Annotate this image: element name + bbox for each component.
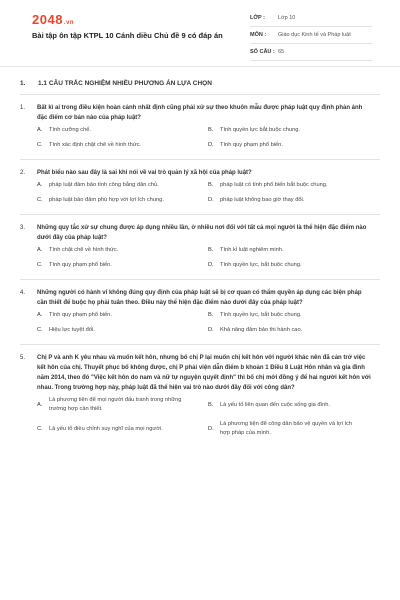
question-text: Bất kì ai trong điều kiện hoàn cảnh nhất định cũng phải xử sự theo khuôn mẫu được pháp luật quy định phản ánh đặc điểm cơ bản nào của pháp luật? bbox=[37, 105, 363, 121]
answer-option[interactable] bbox=[208, 123, 379, 138]
option-text: Tính quyền lực bắt buộc chung. bbox=[220, 127, 301, 133]
meta-row-class bbox=[250, 10, 372, 27]
question-text: Phát biểu nào sau đây là sai khi nói về vai trò quản lý xã hội của pháp luật? bbox=[37, 170, 252, 176]
option-text: Khả năng đảm bảo thi hành cao. bbox=[220, 327, 303, 333]
option-letter: D. bbox=[208, 142, 214, 148]
option-text: Là yếu tố điều chỉnh suy nghĩ của mọi người. bbox=[49, 425, 163, 432]
option-text: Tính quyền lực, bắt buộc chung. bbox=[220, 262, 302, 268]
question-text: Những người có hành vi không đúng quy định của pháp luật sẽ bị cơ quan có thẩm quyền áp dụng các biện pháp cần thiết để buộc họ phải tuân theo. Điều này thể hiện đặc điểm nào dưới đây của pháp luật? bbox=[37, 290, 362, 306]
question-item bbox=[20, 215, 380, 280]
option-letter: C. bbox=[37, 262, 43, 268]
option-letter: C. bbox=[37, 142, 43, 148]
question-text: Những quy tắc xử sự chung được áp dụng nhiều lần, ở nhiều nơi đối với tất cả mọi người là thể hiện đặc điểm nào dưới đây của pháp luật? bbox=[37, 225, 367, 241]
question-text: Chị P và anh K yêu nhau và muốn kết hôn, nhưng bố chị P lại muốn chị kết hôn với người khác nên đã cản trở việc kết hôn của chị. Thuyết phục bố không được, chị P phải viện dẫn điểm b khoản 1 Điều 8 Luật Hôn nhân và gia đình năm 2014, theo đó "Việc kết hôn do nam và nữ tự nguyện quyết định" thì bố chị mới đồng ý để hai người kết hôn với nhau. Trong trường hợp này, pháp luật đã thể hiện vai trò nào dưới đây đối với công dân? bbox=[37, 355, 371, 391]
option-letter: B. bbox=[208, 312, 214, 318]
option-letter: D. bbox=[208, 262, 214, 268]
question-number: 4. bbox=[20, 290, 26, 296]
option-letter: A. bbox=[37, 312, 43, 318]
answer-option[interactable] bbox=[37, 258, 208, 273]
option-text: Là phương tiện để công dân bảo vệ quyền và lợi ích hợp pháp của mình. bbox=[220, 421, 353, 436]
option-text: pháp luật không bao giờ thay đổi. bbox=[220, 197, 305, 203]
option-letter: B. bbox=[208, 127, 214, 133]
meta-row-subject bbox=[250, 27, 372, 44]
option-text: Là yếu tố liên quan đến cuộc sống gia đình. bbox=[220, 401, 331, 408]
answer-options bbox=[37, 243, 380, 273]
answer-options bbox=[37, 308, 380, 338]
logo-text: 2048 bbox=[32, 12, 63, 27]
question-item bbox=[20, 345, 380, 447]
option-letter: C. bbox=[37, 327, 43, 333]
option-text: Là phương tiện để mọi người đấu tranh trong những trường hợp cần thiết. bbox=[49, 397, 182, 412]
answer-option[interactable] bbox=[208, 243, 379, 258]
answer-option[interactable] bbox=[37, 417, 208, 441]
meta-key: LỚP : bbox=[250, 15, 265, 21]
meta-key: SỐ CÂU : bbox=[250, 49, 275, 55]
option-letter: B. bbox=[208, 247, 214, 253]
option-letter: D. bbox=[208, 197, 214, 203]
option-letter: A. bbox=[37, 182, 43, 188]
option-letter: C. bbox=[37, 425, 43, 432]
answer-option[interactable] bbox=[208, 308, 379, 323]
section-number: 1. bbox=[20, 80, 26, 87]
question-list bbox=[20, 76, 380, 447]
answer-option[interactable] bbox=[208, 323, 379, 338]
answer-option[interactable] bbox=[208, 258, 379, 273]
option-text: Tính quy phạm phổ biến. bbox=[49, 262, 112, 268]
section-heading bbox=[20, 76, 380, 95]
option-text: pháp luật đảm bảo tính công bằng dân chủ. bbox=[49, 182, 159, 188]
option-text: Tính cưỡng chế. bbox=[49, 127, 91, 133]
logo-suffix: .vn bbox=[63, 20, 75, 26]
answer-options bbox=[37, 393, 380, 441]
question-number: 5. bbox=[20, 355, 26, 361]
document-meta-table bbox=[250, 10, 372, 61]
answer-option[interactable] bbox=[37, 243, 208, 258]
meta-row-count bbox=[250, 44, 372, 61]
answer-option[interactable] bbox=[37, 323, 208, 338]
option-text: Tính xác định chặt chẽ về hình thức. bbox=[49, 142, 142, 148]
answer-option[interactable] bbox=[37, 123, 208, 138]
option-text: Tính chặt chẽ về hình thức. bbox=[49, 247, 119, 253]
document-title: Bài tập ôn tập KTPL 10 Cánh diều Chủ đề 9 có đáp án bbox=[32, 31, 223, 40]
answer-option[interactable] bbox=[37, 393, 208, 417]
answer-options bbox=[37, 178, 380, 208]
option-letter: A. bbox=[37, 247, 43, 253]
option-letter: B. bbox=[208, 182, 214, 188]
option-letter: D. bbox=[208, 425, 214, 432]
meta-key: MÔN : bbox=[250, 32, 267, 38]
question-item bbox=[20, 160, 380, 215]
option-text: pháp luật có tính phổ biến bắt buộc chung. bbox=[220, 182, 328, 188]
answer-option[interactable] bbox=[208, 138, 379, 153]
question-number: 1. bbox=[20, 105, 26, 111]
option-letter: A. bbox=[37, 127, 43, 133]
answer-option[interactable] bbox=[37, 193, 208, 208]
meta-value: Lớp 10 bbox=[278, 15, 296, 21]
option-letter: C. bbox=[37, 197, 43, 203]
option-text: Tính kỉ luật nghiêm minh. bbox=[220, 247, 284, 253]
question-item bbox=[20, 95, 380, 160]
option-text: pháp luật bảo đảm phù hợp với lợi ích chung. bbox=[49, 197, 164, 203]
answer-option[interactable] bbox=[37, 178, 208, 193]
answer-option[interactable] bbox=[37, 138, 208, 153]
answer-option[interactable] bbox=[208, 393, 379, 417]
answer-option[interactable] bbox=[208, 178, 379, 193]
option-text: Tính quy phạm phổ biến. bbox=[49, 312, 112, 318]
answer-option[interactable] bbox=[208, 193, 379, 208]
site-logo[interactable] bbox=[32, 12, 74, 27]
option-letter: B. bbox=[208, 401, 214, 408]
option-text: Tính quyền lực, bắt buộc chung. bbox=[220, 312, 302, 318]
option-text: Tính quy phạm phổ biến. bbox=[220, 142, 283, 148]
option-letter: D. bbox=[208, 327, 214, 333]
question-number: 3. bbox=[20, 225, 26, 231]
meta-value: Giáo dục Kinh tế và Pháp luật bbox=[278, 32, 351, 38]
option-letter: A. bbox=[37, 401, 43, 408]
option-text: Hiệu lực tuyệt đối. bbox=[49, 327, 95, 333]
question-number: 2. bbox=[20, 170, 26, 176]
meta-value: 65 bbox=[278, 49, 285, 55]
question-item bbox=[20, 280, 380, 345]
section-title: 1.1 CÂU TRẮC NGHIỆM NHIỀU PHƯƠNG ÁN LỰA CHỌN bbox=[38, 80, 212, 87]
answer-option[interactable] bbox=[208, 417, 379, 441]
page-header bbox=[0, 0, 400, 67]
answer-options bbox=[37, 123, 380, 153]
answer-option[interactable] bbox=[37, 308, 208, 323]
